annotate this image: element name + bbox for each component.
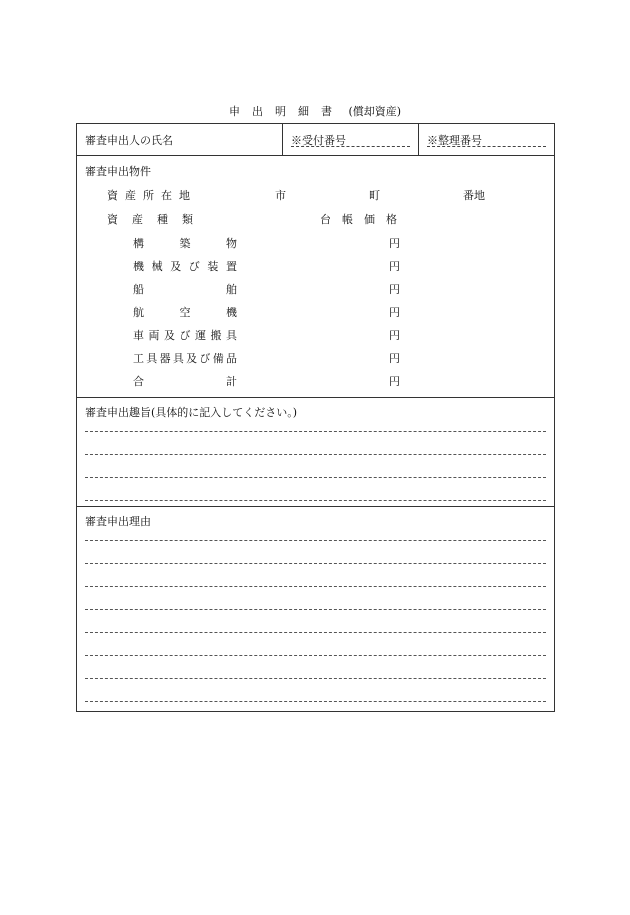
asset-name: 車 両 及 び 運 搬 具 [133, 329, 237, 342]
page-title [0, 103, 630, 119]
asset-name: 機 械 及 び 装 置 [133, 260, 237, 273]
purpose-heading: 審査申出趣旨(具体的に記入してください。) [85, 406, 298, 419]
reason-section[interactable] [77, 507, 554, 711]
asset-unit: 円 [389, 237, 400, 250]
reason-line[interactable] [85, 563, 546, 564]
purpose-line[interactable] [85, 500, 546, 501]
purpose-line[interactable] [85, 454, 546, 455]
applicant-name-field[interactable] [77, 124, 283, 155]
asset-unit: 円 [389, 329, 400, 342]
asset-unit: 円 [389, 283, 400, 296]
application-form [76, 123, 555, 712]
file-number-underline [427, 146, 546, 147]
purpose-line[interactable] [85, 477, 546, 478]
reason-line[interactable] [85, 540, 546, 541]
receipt-number-field[interactable] [283, 124, 419, 155]
town-label: 町 [369, 189, 380, 202]
asset-name: 合 計 [133, 375, 237, 388]
lot-label: 番地 [463, 189, 485, 202]
location-label: 資産所在地 [107, 189, 197, 202]
file-number-field[interactable] [419, 124, 554, 155]
header-row [77, 124, 554, 156]
reason-line[interactable] [85, 701, 546, 702]
asset-name: 工 具 器 具 及 び 備 品 [133, 352, 237, 365]
asset-name: 構 築 物 [133, 237, 237, 250]
asset-unit: 円 [389, 375, 400, 388]
receipt-number-underline [291, 146, 410, 147]
asset-unit: 円 [389, 352, 400, 365]
applicant-name-label: 審査申出人の氏名 [85, 134, 173, 147]
file-number-label: ※整理番号 [427, 134, 482, 147]
reason-line[interactable] [85, 678, 546, 679]
receipt-number-label: ※受付番号 [291, 134, 346, 147]
reason-line[interactable] [85, 586, 546, 587]
purpose-section[interactable] [77, 398, 554, 507]
reason-line[interactable] [85, 609, 546, 610]
asset-name: 船 舶 [133, 283, 237, 296]
ledger-value-label: 台帳価格 [320, 213, 408, 226]
reason-heading: 審査申出理由 [85, 515, 151, 528]
city-label: 市 [275, 189, 286, 202]
property-section [77, 156, 554, 398]
document-subtitle: (償却資産) [348, 105, 402, 118]
asset-unit: 円 [389, 260, 400, 273]
reason-line[interactable] [85, 632, 546, 633]
document-title: 申出明細書 [228, 105, 344, 118]
reason-line[interactable] [85, 655, 546, 656]
purpose-line[interactable] [85, 431, 546, 432]
asset-name: 航 空 機 [133, 306, 237, 319]
property-heading: 審査申出物件 [85, 165, 151, 178]
asset-type-label: 資産種類 [107, 213, 207, 226]
asset-unit: 円 [389, 306, 400, 319]
